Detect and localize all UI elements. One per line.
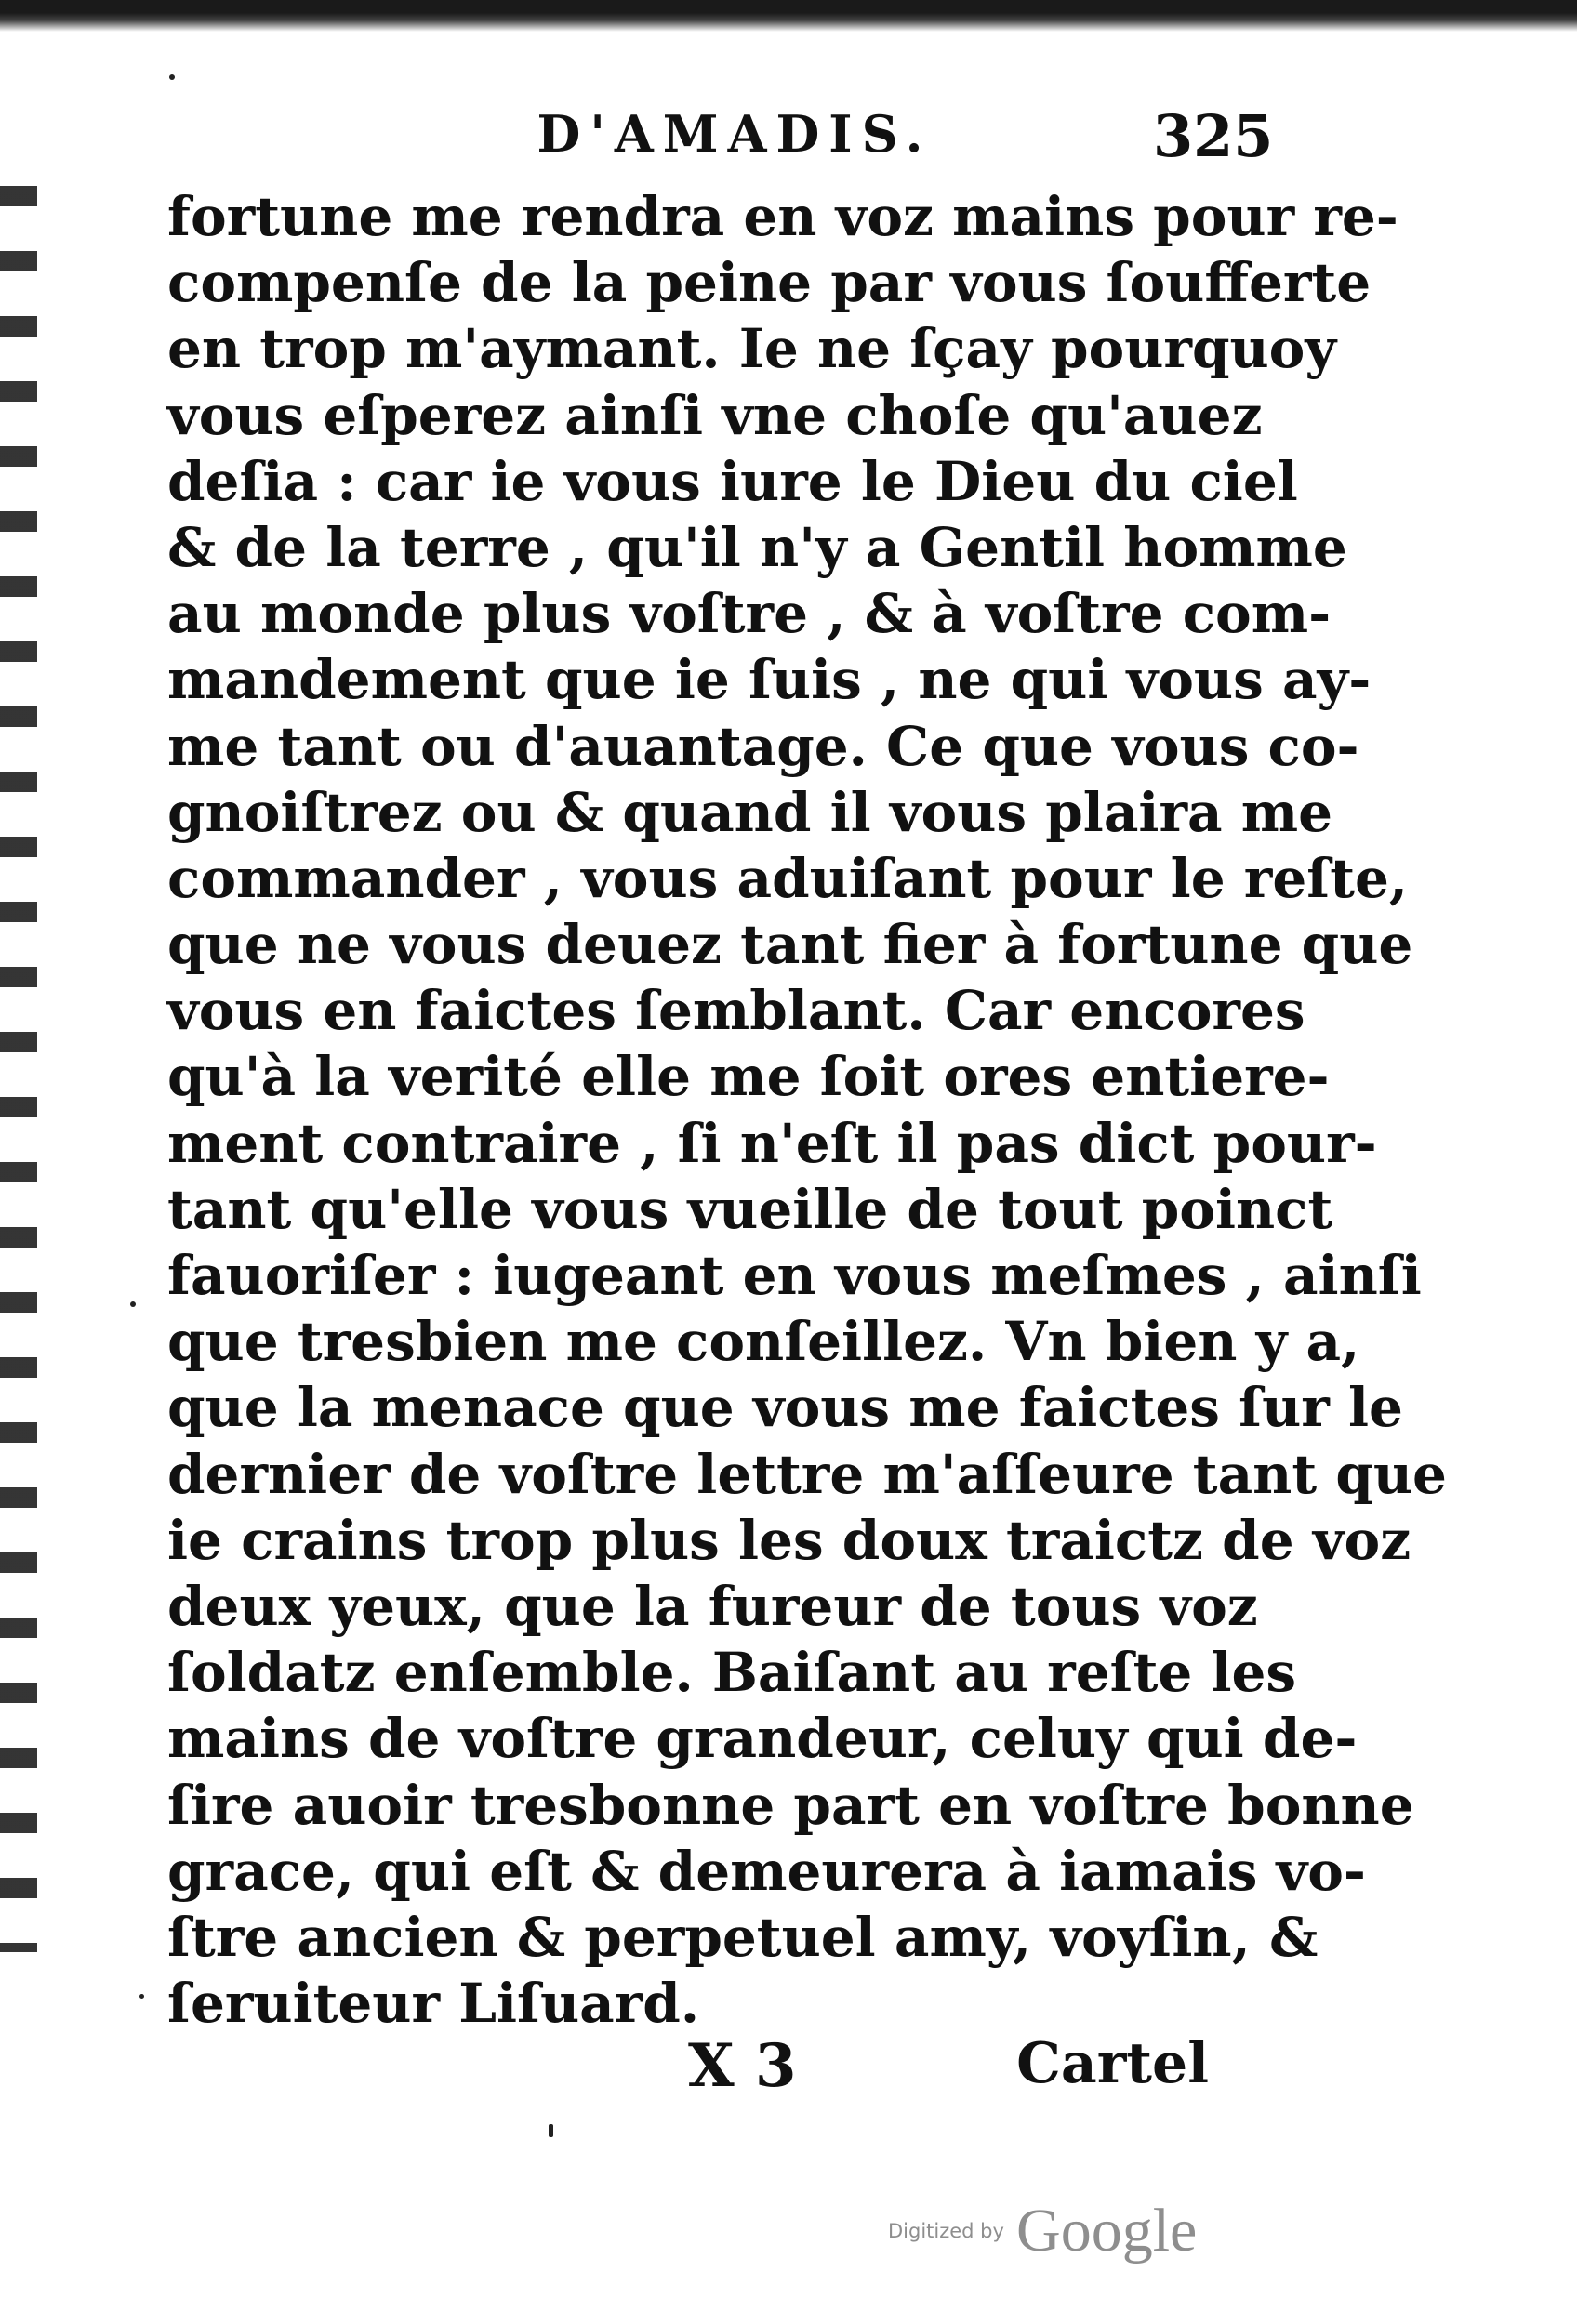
text-line: me tant ou d'auantage. Ce que vous co- — [167, 714, 1359, 778]
speck — [169, 74, 175, 80]
text-line: ſtre ancien & perpetuel amy, voyſin, & — [167, 1905, 1319, 1969]
text-line: vous eſperez ainſi vne choſe qu'auez — [167, 383, 1263, 447]
digitized-by-label: Digitized by — [888, 2220, 1004, 2242]
body-text — [167, 184, 1447, 2037]
text-line: ie crains trop plus les doux traictz de voz — [167, 1508, 1411, 1572]
running-head: D'AMADIS. — [537, 104, 933, 164]
catchword: Cartel — [1016, 2031, 1209, 2096]
page-top-border — [0, 0, 1577, 37]
text-line: gnoiſtrez ou & quand il vous plaira me — [167, 780, 1333, 844]
text-line: vous en faictes ſemblant. Car encores — [167, 979, 1305, 1043]
text-line: en trop m'aymant. Ie ne ſçay pourquoy — [167, 317, 1337, 381]
text-line: que la menace que vous me faictes ſur le — [167, 1376, 1403, 1440]
text-line: & de la terre , qu'il n'y a Gentil homme — [167, 515, 1347, 579]
text-line: ſoldatz enſemble. Baiſant au reſte les — [167, 1641, 1297, 1705]
text-line: mains de voſtre grandeur, celuy qui de- — [167, 1707, 1358, 1771]
text-line: deſia : car ie vous iure le Dieu du ciel — [167, 449, 1298, 513]
text-line: ſire auoir tresbonne part en voſtre bonne — [167, 1773, 1414, 1837]
text-line: fortune me rendra en voz mains pour re- — [167, 185, 1398, 248]
speck — [549, 2124, 553, 2137]
footer-line — [688, 2031, 1209, 2101]
text-line: que ne vous deuez tant fier à fortune que — [167, 913, 1413, 977]
text-line: mandement que ie ſuis , ne qui vous ay- — [167, 648, 1372, 712]
text-line: tant qu'elle vous vueille de tout poinct — [167, 1177, 1333, 1241]
text-line: qu'à la verité elle me ſoit ores entiere- — [167, 1045, 1330, 1109]
adjacent-page-margin — [0, 186, 37, 1952]
text-line: que tresbien me conſeillez. Vn bien y a, — [167, 1310, 1360, 1374]
text-line: ment contraire , ſi n'eſt il pas dict pour- — [167, 1111, 1377, 1175]
text-line: grace, qui eſt & demeurera à iamais vo- — [167, 1839, 1366, 1903]
text-line: au monde plus voſtre , & à voſtre com- — [167, 582, 1332, 646]
text-line: fauoriſer : iugeant en vous meſmes , ainſi — [167, 1244, 1422, 1307]
text-line: compenſe de la peine par vous ſoufferte — [167, 251, 1372, 315]
text-line: ſeruiteur Liſuard. — [167, 1972, 700, 2036]
page-number: 325 — [1153, 102, 1274, 170]
speck — [139, 1994, 144, 1999]
digitized-watermark — [888, 2196, 1197, 2266]
text-line: commander , vous aduiſant pour le reſte, — [167, 846, 1409, 910]
google-logo: Google — [1016, 2197, 1198, 2265]
text-line: deux yeux, que la fureur de tous voz — [167, 1574, 1258, 1638]
signature-mark: X 3 — [688, 2031, 797, 2101]
speck — [130, 1301, 136, 1307]
text-line: dernier de voſtre lettre m'aſſeure tant que — [167, 1442, 1447, 1506]
